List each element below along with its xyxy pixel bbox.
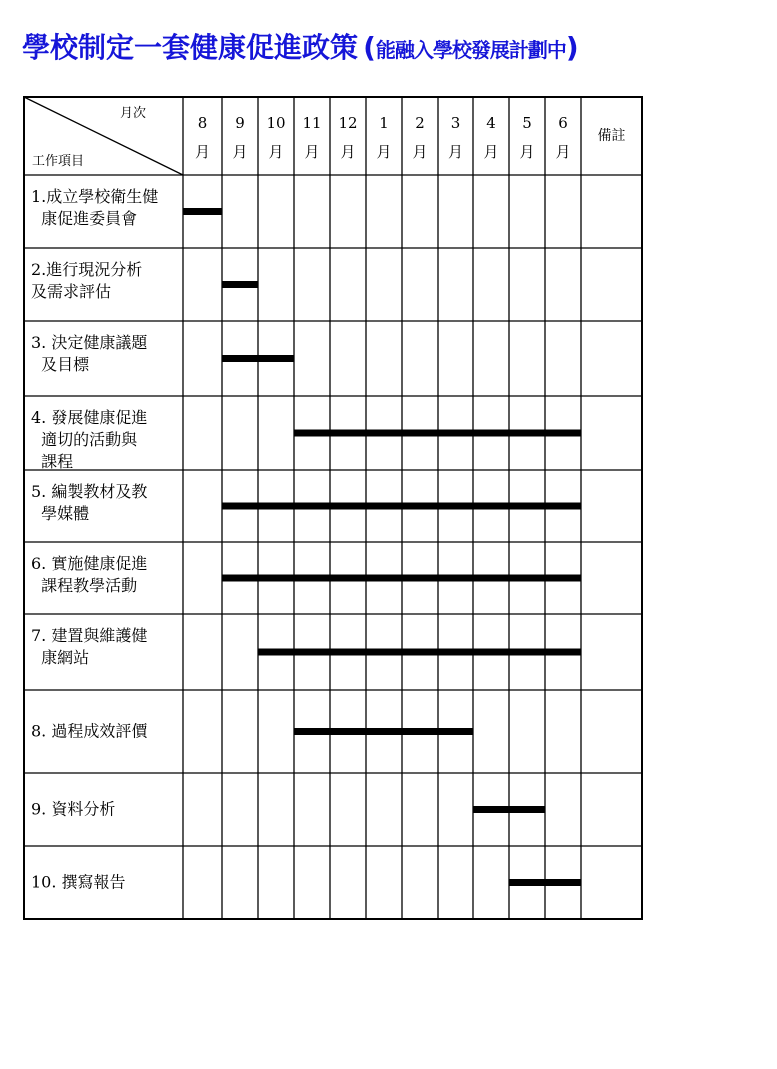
schedule-bar <box>183 208 222 215</box>
task-label: 5. 編製教材及教 <box>31 482 148 501</box>
header-month-number: 10 <box>266 114 286 132</box>
header-month-number: 1 <box>379 114 389 132</box>
schedule-bar <box>222 281 258 288</box>
header-month-number: 3 <box>450 114 461 132</box>
header-month-number: 11 <box>302 114 322 132</box>
title-main: 學校制定一套健康促進政策 <box>22 31 359 64</box>
task-label: 課程教學活動 <box>31 576 138 595</box>
schedule-bar <box>294 430 581 437</box>
schedule-bar <box>509 879 581 886</box>
header-remarks: 備註 <box>597 128 626 144</box>
header-month-number: 9 <box>235 114 245 132</box>
header-month-unit: 月 <box>519 143 535 161</box>
schedule-bar <box>258 649 581 656</box>
schedule-bar <box>294 728 473 735</box>
task-label: 3. 決定健康議題 <box>31 333 148 352</box>
task-label: 8. 過程成效評價 <box>31 721 148 741</box>
header-month-unit: 月 <box>304 143 320 161</box>
task-label: 適切的活動與 <box>31 430 138 449</box>
title-paren-close: ) <box>565 31 579 64</box>
header-month-unit: 月 <box>268 143 284 161</box>
header-month-number: 6 <box>558 114 568 132</box>
header-month-number: 5 <box>522 114 532 132</box>
title-paren-open: ( <box>363 31 376 64</box>
task-label: 7. 建置與維護健 <box>31 626 148 645</box>
schedule-bar <box>473 806 545 813</box>
task-label: 1.成立學校衛生健 <box>31 187 159 206</box>
task-label: 課程 <box>31 452 74 471</box>
task-label: 2.進行現況分析 <box>31 260 143 279</box>
task-label: 及目標 <box>31 355 90 374</box>
task-label: 及需求評估 <box>31 282 112 301</box>
task-label: 康促進委員會 <box>31 209 138 228</box>
header-month-unit: 月 <box>483 143 499 161</box>
header-corner-top: 月次 <box>120 106 147 121</box>
task-label: 9. 資料分析 <box>31 799 116 819</box>
title-note: 能融入學校發展計劃中 <box>375 38 566 62</box>
header-month-unit: 月 <box>232 143 248 161</box>
header-month-number: 12 <box>338 114 358 132</box>
header-month-unit: 月 <box>555 143 571 161</box>
header-month-unit: 月 <box>376 143 392 161</box>
header-month-number: 2 <box>415 114 425 132</box>
header-month-unit: 月 <box>447 143 464 161</box>
task-label: 學媒體 <box>31 504 90 523</box>
schedule-bar <box>222 355 294 362</box>
task-label: 10. 撰寫報告 <box>31 872 126 892</box>
header-month-unit: 月 <box>412 143 428 161</box>
task-label: 6. 實施健康促進 <box>31 554 148 573</box>
header-month-unit: 月 <box>340 143 356 161</box>
task-label: 康網站 <box>31 648 90 667</box>
header-month-number: 8 <box>197 114 208 132</box>
schedule-bar <box>222 503 581 510</box>
header-month-unit: 月 <box>194 143 211 161</box>
header-corner-bottom: 工作項目 <box>32 154 85 169</box>
task-label: 4. 發展健康促進 <box>31 408 148 427</box>
header-month-number: 4 <box>486 114 496 132</box>
schedule-bar <box>222 575 581 582</box>
